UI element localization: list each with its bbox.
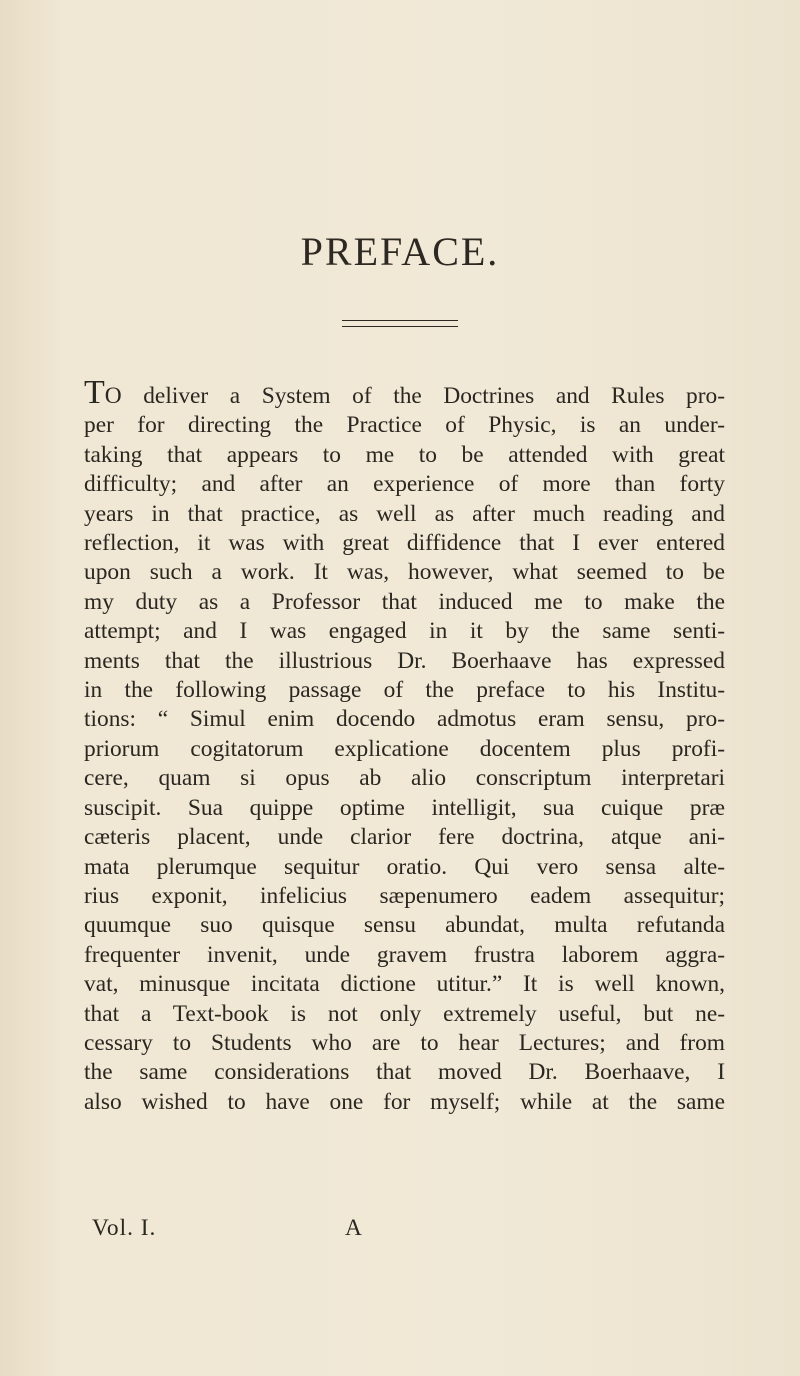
paragraph-line: vat, minusque incitata dictione utitur.” It is well known, [84, 971, 725, 998]
page-title: PREFACE. [300, 229, 500, 274]
paragraph-line: taking that appears to me to be attended with great [84, 441, 725, 468]
volume-label: Vol. I. [92, 1215, 157, 1241]
drop-cap: T [84, 374, 105, 411]
paragraph-line: attempt; and I was engaged in it by the same senti- [84, 618, 725, 645]
title-rule [342, 320, 458, 327]
paragraph-line: also wished to have one for myself; while at the same [84, 1088, 725, 1115]
paragraph-line: suscipit. Sua quippe optime intelligit, sua cuique præ [84, 794, 725, 821]
paragraph-line: per for directing the Practice of Physic, is an under- [84, 412, 725, 439]
paragraph-line: reflection, it was with great diffidence that I ever entered [84, 530, 725, 557]
paragraph-line: the same considerations that moved Dr. Boerhaave, I [84, 1059, 725, 1086]
paragraph-line-1: TO deliver a System of the Doctrines and Rules pro- [84, 374, 725, 411]
signature-mark: A [345, 1215, 362, 1241]
paragraph-line: rius exponit, infelicius sæpenumero eadem assequitur; [84, 882, 725, 909]
paragraph-line: frequenter invenit, unde gravem frustra laborem aggra- [84, 941, 725, 968]
paragraph-line: difficulty; and after an experience of more than forty [84, 471, 725, 498]
paragraph-line: cere, quam si opus ab alio conscriptum interpretari [84, 765, 725, 792]
paragraph-line: upon such a work. It was, however, what seemed to be [84, 559, 725, 586]
paragraph-line: cæteris placent, unde clarior fere doctrina, atque ani- [84, 824, 725, 851]
paragraph-line: in the following passage of the preface to his Institu- [84, 677, 725, 704]
paragraph-line: ments that the illustrious Dr. Boerhaave has expressed [84, 647, 725, 674]
paragraph-line: tions: “ Simul enim docendo admotus eram sensu, pro- [84, 706, 725, 733]
paragraph-line: quumque suo quisque sensu abundat, multa refutanda [84, 912, 725, 939]
paragraph-line: years in that practice, as well as after much reading and [84, 500, 725, 527]
paragraph-line: cessary to Students who are to hear Lectures; and from [84, 1029, 725, 1056]
paragraph-line: priorum cogitatorum explicatione docentem plus profi- [84, 735, 725, 762]
paragraph-line: mata plerumque sequitur oratio. Qui vero sensa alte- [84, 853, 725, 880]
paragraph-line: that a Text-book is not only extremely useful, but ne- [84, 1000, 725, 1027]
preface-paragraph [84, 374, 725, 1117]
paragraph-line: my duty as a Professor that induced me to make the [84, 588, 725, 615]
